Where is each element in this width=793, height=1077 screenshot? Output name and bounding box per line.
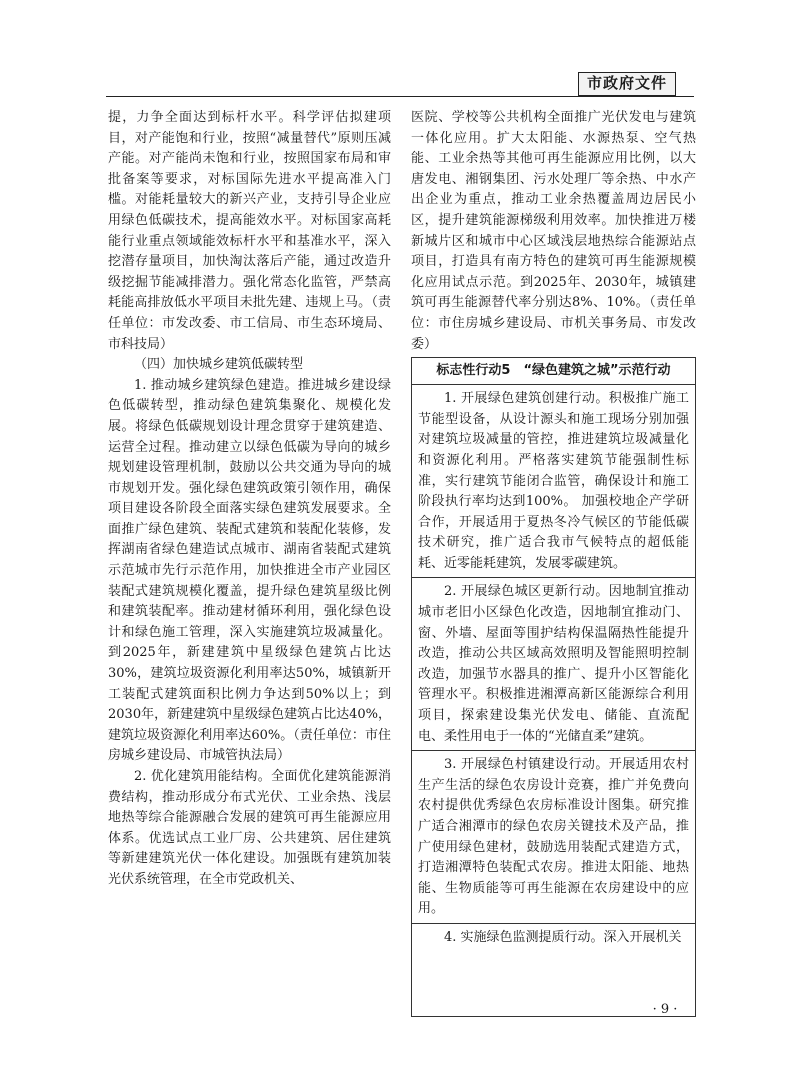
divider bbox=[412, 577, 695, 578]
paragraph: 医院、学校等公共机构全面推广光伏发电与建筑一体化应用。扩大太阳能、水源热泵、空气热能、工业余热等其他可再生能源应用比例，以大唐发电、湘钢集团、污水处理厂等余热、中水产出企业为重点，推动工业余热覆盖周边居民小区，提升建筑能源梯级利用效率。加快推进万楼新城片区和城市中心区域浅层地热综合能源站点项目，打造具有南方特色的建筑可再生能源规模化应用试点示范。到2025年、2030年，城镇建筑可再生能源替代率分别达8%、10%。（责任单位：市住房城乡建设局、市机关事务局、市发改委） bbox=[411, 110, 696, 352]
paragraph: 1. 推动城乡建筑绿色建造。推进城乡建设绿色低碳转型，推动绿色建筑集聚化、规模化发展。将绿色低碳规划设计理念贯穿于建筑建造、运营全过程。推动建立以绿色低碳为导向的城乡规划建设管理机制，鼓励以公共交通为导向的城市规划开发。强化绿色建筑政策引领作用，确保项目建设各阶段全面落实绿色建筑发展要求。全面推广绿色建筑、装配式建筑和装配化装修，发挥湖南省绿色建造试点城市、湖南省装配式建筑示范城市先行示范作用，加快推进全市产业园区装配式建筑规模化覆盖，提升绿色建筑星级比例和建筑装配率。推动建材循环利用，强化绿色设计和绿色施工管理，深入实施建筑垃圾减量化。到2025年，新建建筑中星级绿色建筑占比达30%，建筑垃圾资源化利用率达50%，城镇新开工装配式建筑面积比例力争达到50%以上；到2030年，新建建筑中星级绿色建筑占比达40%，建筑垃圾资源化利用率达60%。（责任单位：市住房城乡建设局、市城管执法局） bbox=[108, 377, 391, 764]
box-paragraph: 4. 实施绿色监测提质行动。深入开展机关 bbox=[444, 929, 682, 945]
page-number: · 9 · bbox=[652, 1002, 678, 1017]
divider bbox=[412, 384, 695, 385]
section-heading: （四）加快城乡建筑低碳转型 bbox=[134, 357, 304, 373]
right-column bbox=[411, 108, 696, 1017]
action-box bbox=[411, 357, 696, 1017]
paragraph: 提，力争全面达到标杆水平。科学评估拟建项目，对产能饱和行业，按照“减量替代”原则压减产能。对产能尚未饱和行业，按照国家布局和审批备案等要求，对标国际先进水平提高准入门槛。对能耗量较大的新兴产业，支持引导企业应用绿色低碳技术，提高能效水平。对标国家高耗能行业重点领域能效标杆水平和基准水平，深入挖潜存量项目，加快淘汰落后产能，通过改造升级挖掘节能减排潜力。强化常态化监管，严禁高耗能高排放低水平项目未批先建、违规上马。（责任单位：市发改委、市工信局、市生态环境局、市科技局） bbox=[108, 110, 391, 352]
box-paragraph: 3. 开展绿色村镇建设行动。开展适用农村生产生活的绿色农房设计竞赛，推广并免费向农村提供优秀绿色农房标准设计图集。研究推广适合湘潭市的绿色农房关键技术及产品，推广使用绿色建材，鼓励选用装配式建造方式，打造湘潭特色装配式农房。推进太阳能、地热能、生物质能等可再生能源在农房建设中的应用。 bbox=[418, 757, 689, 917]
header-rule bbox=[106, 96, 694, 97]
box-paragraph: 1. 开展绿色建筑创建行动。积极推广施工节能型设备，从设计源头和施工现场分别加强对建筑垃圾减量的管控，推进建筑垃圾减量化和资源化利用。严格落实建筑节能强制性标准，实行建筑节能闭合监管，确保设计和施工阶段执行率均达到100%。 加强校地企产学研合作，开展适用于夏热冬冷气候区的节能低碳技术研究，推广适合我市气候特点的超低能耗、近零能耗建筑，发展零碳建筑。 bbox=[418, 391, 689, 571]
section-tag: 市政府文件 bbox=[578, 72, 676, 96]
paragraph: 2. 优化建筑用能结构。全面优化建筑能源消费结构，推动形成分布式光伏、工业余热、浅层地热等综合能源融合发展的建筑可再生能源应用体系。优选试点工业厂房、公共建筑、居住建筑等新建建筑光伏一体化建设。加强既有建筑加装光伏系统管理，在全市党政机关、 bbox=[108, 769, 391, 887]
left-column bbox=[108, 108, 391, 891]
box-paragraph: 2. 开展绿色城区更新行动。因地制宜推动城市老旧小区绿色化改造，因地制宜推动门、窗、外墙、屋面等围护结构保温隔热性能提升改造，推动公共区域高效照明及智能照明控制改造，加强节水器具的推广、提升小区智能化管理水平。积极推进湘潭高新区能源综合利用项目，探索建设集光伏发电、储能、直流配电、柔性用电于一体的“光储直柔”建筑。 bbox=[418, 584, 689, 744]
divider bbox=[412, 750, 695, 751]
divider bbox=[412, 923, 695, 924]
action-box-title: 标志性行动5 “绿色建筑之城”示范行动 bbox=[436, 363, 671, 379]
